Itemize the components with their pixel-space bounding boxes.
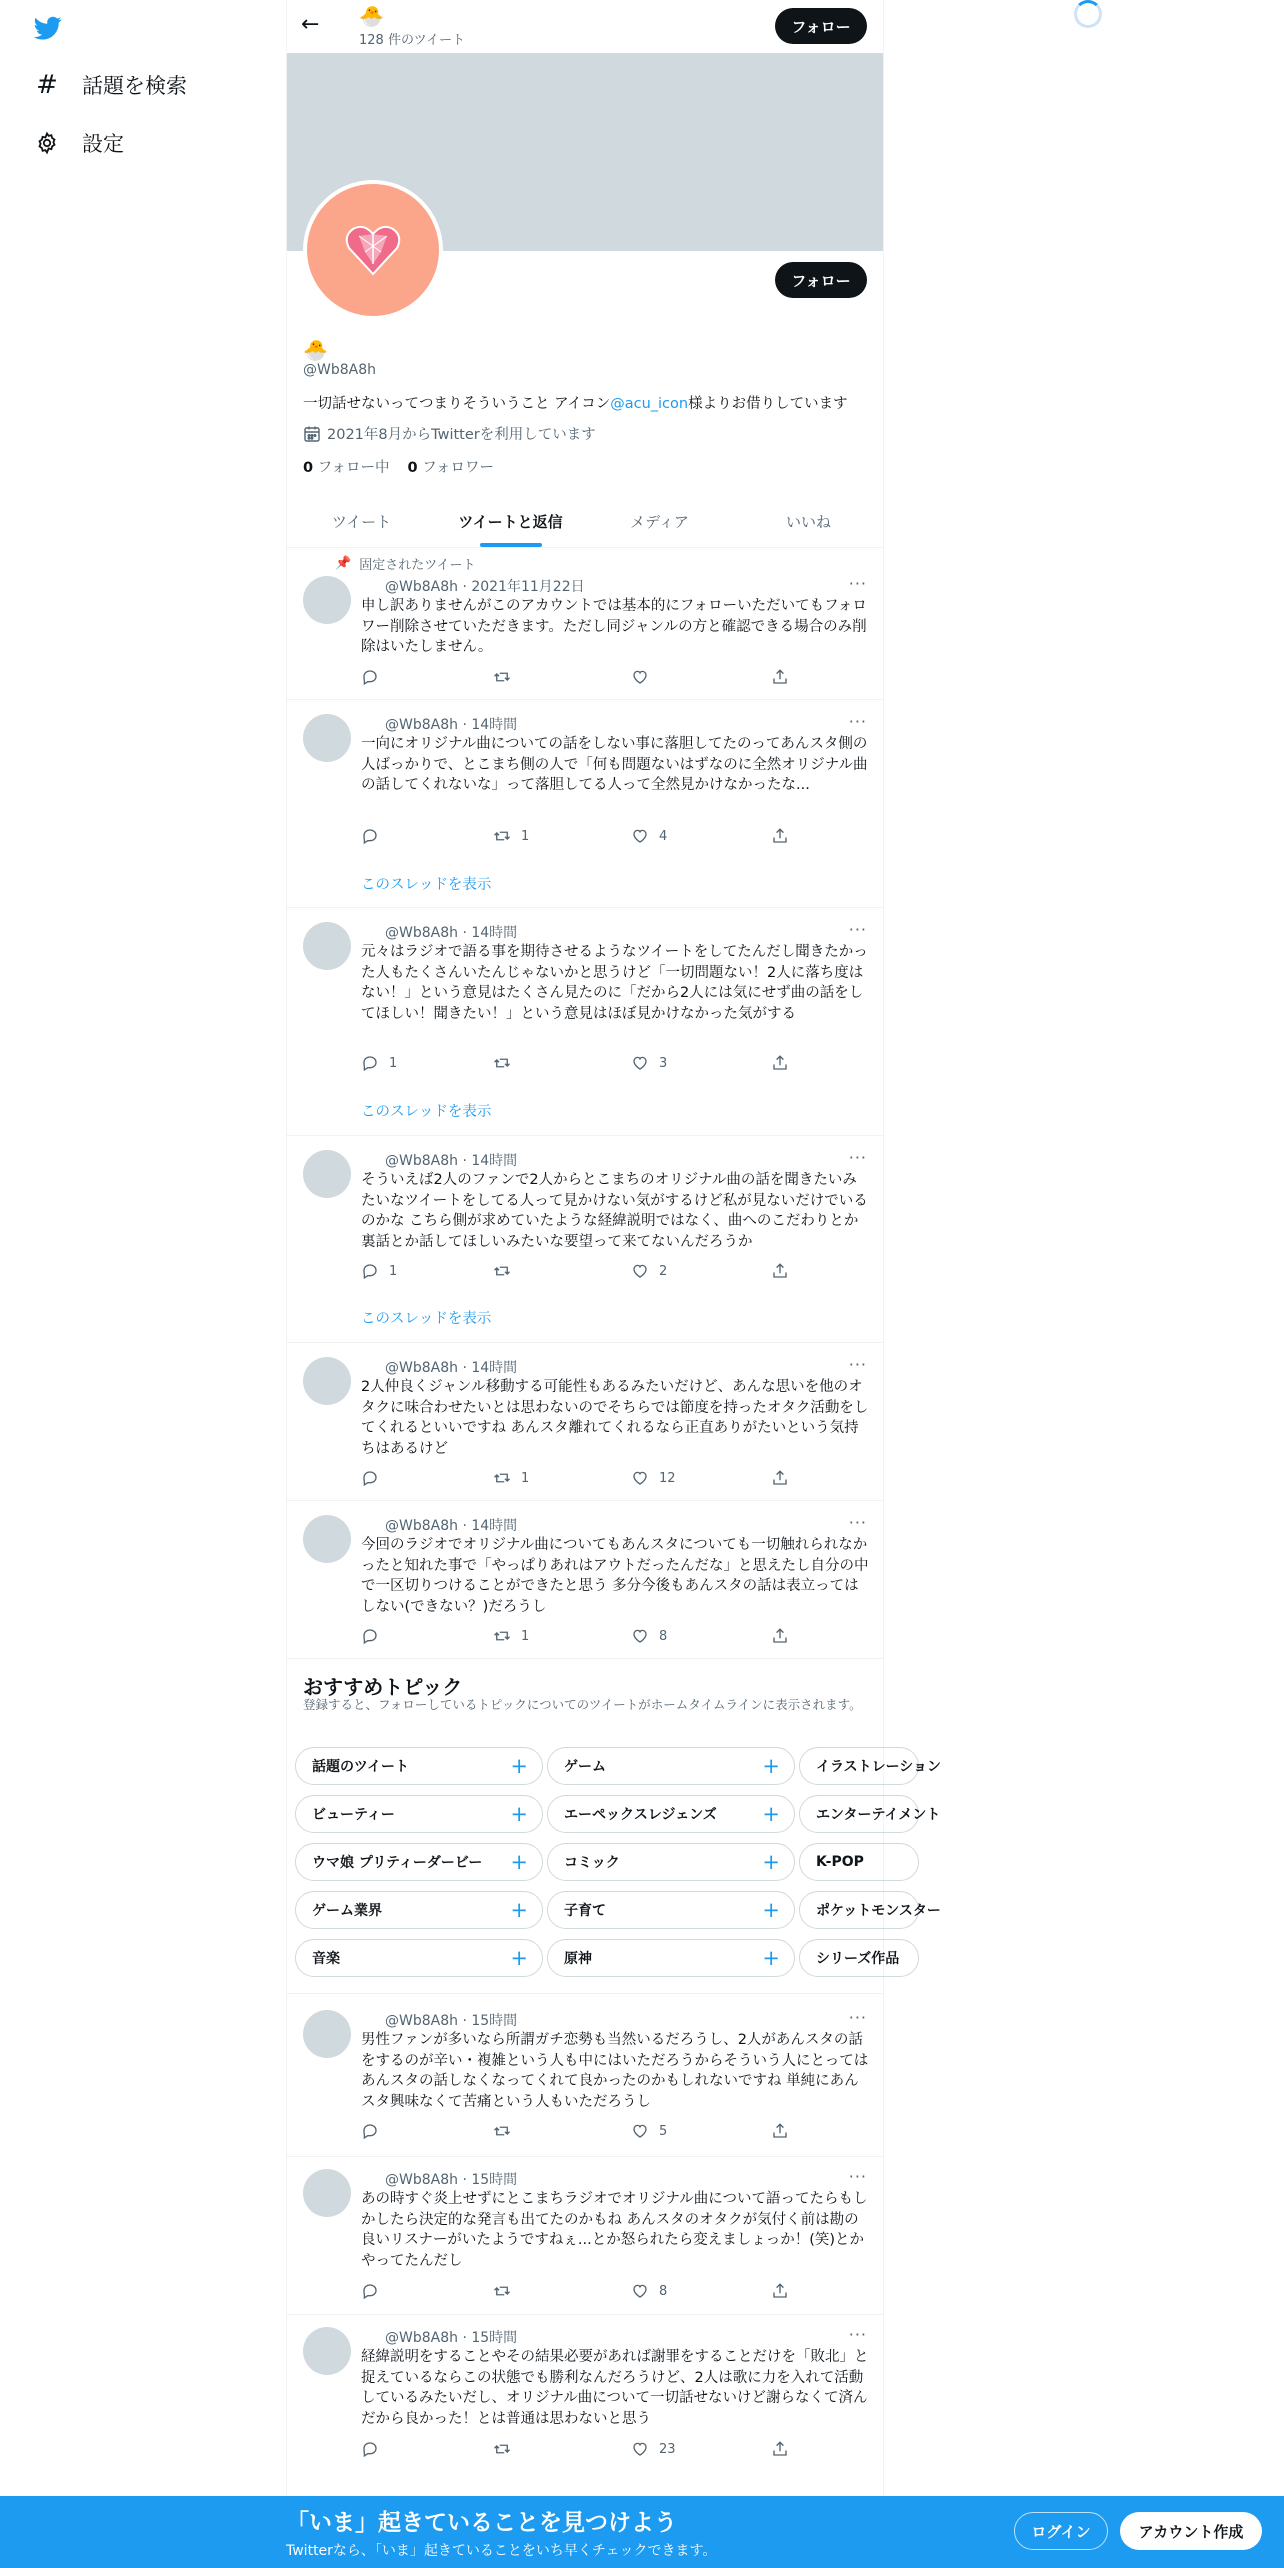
signup-banner (0, 2496, 1284, 2568)
like-button[interactable] (631, 2282, 667, 2300)
profile-header-bar (287, 0, 883, 53)
tweet-handle[interactable]: @Wb8A8h (385, 579, 458, 595)
tweet-meta: @Wb8A8h · 14時間 (385, 1360, 518, 1376)
topic-label: 原神 (564, 1951, 592, 1967)
back-arrow-icon[interactable]: ← (301, 12, 320, 37)
retweet-button[interactable] (493, 1469, 529, 1487)
like-button[interactable] (631, 1469, 676, 1487)
retweets-count: 1 (521, 1628, 530, 1644)
reply-icon (361, 2122, 379, 2140)
topic-label: ゲーム (564, 1759, 606, 1775)
profile-follow-button[interactable]: フォロー (775, 262, 867, 298)
share-icon (771, 2282, 789, 2300)
retweet-icon (493, 2282, 511, 2300)
topic-label: K-POP (816, 1854, 864, 1870)
tweet[interactable] (287, 908, 883, 1136)
tweet-handle[interactable]: @Wb8A8h (385, 1153, 458, 1169)
heart-icon (631, 2440, 649, 2458)
likes-count: 8 (659, 1628, 668, 1644)
reply-icon (361, 668, 379, 686)
tweet-text: 元々はラジオで語る事を期待させるようなツイートをしてたんだし聞きたかった人もたくさんいたんじゃないかと思うけど「一切問題ない！2人に落ち度はない！」という意見はたくさん見たのに「だから2人には気にせず曲の話をしてほしい！聞きたい！」という意見はほぼ見かけなかった気がする (361, 944, 868, 1022)
tweet-time[interactable]: 15時間 (471, 2013, 518, 2029)
topic-chip[interactable] (295, 1843, 543, 1881)
topic-chip[interactable] (295, 1891, 543, 1929)
tweet-text: 2人仲良くジャンル移動する可能性もあるみたいだけど、あんな思いを他のオタクに味合わせたいとは思わないのでそちらでは節度を持ったオタク活動をしてくれるといいですね あんスタ離れてくれるなら正直ありがたいという気持ちはあるけど (361, 1379, 869, 1457)
tab-media[interactable]: メディア (630, 513, 689, 531)
retweet-button[interactable] (493, 2282, 521, 2300)
plus-icon[interactable]: + (762, 1946, 780, 1970)
topic-label: 子育て (564, 1903, 606, 1919)
reply-icon (361, 1627, 379, 1645)
tweet-time[interactable]: 14時間 (471, 1518, 518, 1534)
recommended-topics (287, 1659, 942, 1994)
tweet-meta: @Wb8A8h · 14時間 (385, 1518, 518, 1534)
followers-count: 0 (407, 460, 418, 476)
main-column (286, 0, 942, 2568)
likes-count: 4 (659, 828, 668, 844)
reply-icon (361, 1054, 379, 1072)
tweet-text: 一向にオリジナル曲についての話をしない事に落胆してたのってあんスタ側の人ばっかりで、とこまち側の人で「何も問題ないはずなのに全然オリジナル曲の話してくれないな」って落胆してる人って全然見かけなかったな... (361, 736, 868, 793)
show-thread-link[interactable]: このスレッドを表示 (361, 1104, 492, 1120)
retweet-icon (493, 827, 511, 845)
tweet-meta: @Wb8A8h · 2021年11月22日 (385, 579, 585, 595)
likes-count: 3 (659, 1055, 668, 1071)
topic-chip[interactable] (547, 1843, 795, 1881)
following-count: 0 (303, 460, 314, 476)
reply-button[interactable] (361, 1469, 389, 1487)
plus-icon[interactable]: + (762, 1802, 780, 1826)
retweets-count: 1 (521, 828, 530, 844)
following-label: フォロー中 (317, 460, 390, 476)
retweet-icon (493, 2440, 511, 2458)
profile-tabs (287, 496, 883, 548)
more-options-icon[interactable]: ··· (848, 2167, 867, 2186)
tweet-time[interactable]: 2021年11月22日 (471, 579, 585, 595)
tweet-avatar[interactable] (303, 576, 351, 624)
tweet-meta: @Wb8A8h · 14時間 (385, 717, 518, 733)
heart-icon (631, 1627, 649, 1645)
more-options-icon[interactable]: ··· (848, 1513, 867, 1532)
more-options-icon[interactable]: ··· (848, 1355, 867, 1374)
reply-icon (361, 2440, 379, 2458)
like-button[interactable] (631, 827, 667, 845)
tweet-meta: @Wb8A8h · 15時間 (385, 2013, 518, 2029)
reply-icon (361, 827, 379, 845)
share-icon (771, 2440, 789, 2458)
retweet-button[interactable] (493, 668, 521, 686)
profile-joined (303, 423, 596, 444)
bio-text: 一切話せないってつまりそういうこと アイコン (303, 396, 611, 412)
signup-banner-title: 「いま」起きていることを見つけよう (286, 2510, 677, 2536)
bio-mention-link[interactable]: @acu_icon (610, 396, 689, 412)
sidebar-item-explore[interactable] (34, 70, 187, 100)
like-button[interactable] (631, 2440, 676, 2458)
tweet-actions (361, 1262, 801, 1282)
bio-text-suffix: 様よりお借りしています (688, 396, 848, 412)
tweet[interactable] (287, 1994, 883, 2157)
sidebar (0, 0, 286, 2568)
plus-icon[interactable]: + (510, 1850, 528, 1874)
tweet-avatar[interactable] (303, 1357, 351, 1405)
share-icon (771, 2122, 789, 2140)
tweet-text: 男性ファンが多いなら所謂ガチ恋勢も当然いるだろうし、2人があんスタの話をするのが辛い・複雑という人も中にはいただろうからそういう人にとってはあんスタの話しなくなってくれて良かったのかもしれないですね 単純にあんスタ興味なくて苦痛という人もいただろうし (361, 2032, 869, 2110)
tweet-time[interactable]: 14時間 (471, 1360, 518, 1376)
header-follow-button[interactable]: フォロー (775, 8, 867, 44)
signup-button[interactable]: アカウント作成 (1120, 2512, 1262, 2550)
plus-icon[interactable]: + (510, 1754, 528, 1778)
tweet-time[interactable]: 14時間 (471, 925, 518, 941)
tweet-text: あの時すぐ炎上せずにとこまちラジオでオリジナル曲について語ってたらもしかしたら決定的な発言も出てたのかもね あんスタのオタクが気付く前は勘の良いリスナーがいたようですねぇ...とか怒られたら変えましょっか！(笑)とかやってたんだし (361, 2191, 868, 2269)
tweet-handle[interactable]: @Wb8A8h (385, 2172, 458, 2188)
pin-icon: 📌 (335, 556, 352, 571)
profile-avatar[interactable] (303, 180, 443, 320)
reply-icon (361, 2282, 379, 2300)
heart-icon (631, 1054, 649, 1072)
tweet[interactable] (287, 1501, 883, 1659)
followers-label: フォロワー (422, 460, 494, 476)
topics-subtitle: 登録すると、フォローしているトピックについてのツイートがホームタイムラインに表示されます。 (303, 1697, 862, 1712)
reply-button[interactable] (361, 2282, 389, 2300)
retweet-icon (493, 1054, 511, 1072)
heart-gem-icon (345, 224, 401, 276)
tweet-handle[interactable]: @Wb8A8h (385, 1360, 458, 1376)
share-button[interactable] (771, 827, 789, 845)
tweet-meta: @Wb8A8h · 14時間 (385, 1153, 518, 1169)
tweet-actions (361, 1469, 801, 1489)
retweet-icon (493, 668, 511, 686)
retweet-button[interactable] (493, 1054, 521, 1072)
tweet-actions (361, 2282, 801, 2302)
tweet-handle[interactable]: @Wb8A8h (385, 1518, 458, 1534)
share-icon (771, 1469, 789, 1487)
show-thread-link[interactable]: このスレッドを表示 (361, 877, 492, 893)
topic-chip[interactable] (799, 1747, 942, 1785)
topic-chip[interactable] (295, 1747, 543, 1785)
topic-label: イラストレーション (816, 1759, 942, 1775)
share-icon (771, 1054, 789, 1072)
tweet-handle[interactable]: @Wb8A8h (385, 2013, 458, 2029)
tweet-text: 申し訳ありませんがこのアカウントでは基本的にフォローいただいてもフォロワー削除させていただきます。ただし同ジャンルの方と確認できる場合のみ削除はいたしません。 (361, 598, 867, 655)
tweet-actions (361, 1054, 801, 1074)
topic-chip[interactable] (799, 1843, 919, 1881)
more-options-icon[interactable]: ··· (848, 712, 867, 731)
twitter-bird-icon[interactable] (32, 14, 64, 42)
like-button[interactable] (631, 1054, 667, 1072)
plus-icon[interactable]: + (510, 1946, 528, 1970)
tweet[interactable] (287, 2315, 883, 2505)
heart-icon (631, 1262, 649, 1280)
tweet-avatar[interactable] (303, 2169, 351, 2217)
sidebar-item-label: 話題を検索 (82, 74, 187, 98)
share-icon (771, 1262, 789, 1280)
like-button[interactable] (631, 2122, 667, 2140)
topic-label: エンターテイメント (816, 1807, 941, 1823)
topic-chip[interactable] (295, 1939, 543, 1977)
heart-icon (631, 668, 649, 686)
tweet-text: そういえば2人のファンで2人からとこまちのオリジナル曲の話を聞きたいみたいなツイートをしてる人って見かけない気がするけど私が見ないだけでいるのかな こちら側が求めていたような経緯説明ではなく、曲へのこだわりとか裏話とか話してほしいみたいな要望って来てないんだろうか (361, 1172, 868, 1250)
tweet[interactable] (287, 700, 883, 908)
header-display-name: 🐣 (359, 4, 384, 28)
reply-button[interactable] (361, 2122, 389, 2140)
heart-icon (631, 2122, 649, 2140)
login-button[interactable]: ログイン (1014, 2512, 1108, 2550)
likes-count: 12 (659, 1470, 676, 1486)
topic-label: エーペックスレジェンズ (564, 1807, 717, 1823)
tweet-meta: @Wb8A8h · 15時間 (385, 2330, 518, 2346)
tweet-avatar[interactable] (303, 2010, 351, 2058)
share-icon (771, 827, 789, 845)
heart-icon (631, 2282, 649, 2300)
tweet-actions (361, 1627, 801, 1647)
like-button[interactable] (631, 1627, 667, 1645)
tweet-actions (361, 2122, 801, 2142)
share-button[interactable] (771, 2122, 789, 2140)
topic-label: シリーズ作品 (816, 1951, 900, 1967)
tab-likes[interactable]: いいね (785, 513, 831, 531)
gear-icon (34, 130, 60, 156)
hashtag-icon: # (36, 70, 58, 100)
share-button[interactable] (771, 1262, 789, 1280)
like-button[interactable] (631, 668, 659, 686)
tweet-handle[interactable]: @Wb8A8h (385, 717, 458, 733)
plus-icon[interactable]: + (762, 1754, 780, 1778)
topic-chip[interactable] (799, 1939, 919, 1977)
retweet-icon (493, 2122, 511, 2140)
reply-icon (361, 1262, 379, 1280)
more-options-icon[interactable]: ··· (848, 2008, 867, 2027)
reply-button[interactable] (361, 1262, 397, 1280)
show-thread-link[interactable]: このスレッドを表示 (361, 1311, 492, 1327)
tweet-avatar[interactable] (303, 1515, 351, 1563)
retweet-button[interactable] (493, 2122, 521, 2140)
topic-chip[interactable] (547, 1939, 795, 1977)
topic-label: ビューティー (312, 1807, 395, 1823)
reply-button[interactable] (361, 1054, 397, 1072)
retweets-count: 1 (521, 1470, 530, 1486)
more-options-icon[interactable]: ··· (848, 2325, 867, 2344)
tweet-meta: @Wb8A8h · 14時間 (385, 925, 518, 941)
share-button[interactable] (771, 668, 789, 686)
tweet-pinned[interactable] (287, 548, 883, 700)
tweet-avatar[interactable] (303, 714, 351, 762)
tweet-time[interactable]: 15時間 (471, 2172, 518, 2188)
tweet[interactable] (287, 2157, 883, 2315)
header-tweet-count: 128 件のツイート (359, 33, 466, 48)
share-button[interactable] (771, 2440, 789, 2458)
topic-chip[interactable] (295, 1795, 543, 1833)
tab-tweets-and-replies[interactable]: ツイートと返信 (436, 496, 585, 547)
share-button[interactable] (771, 1054, 789, 1072)
retweet-button[interactable] (493, 2440, 521, 2458)
topic-label: 音楽 (312, 1951, 340, 1967)
tweet-time[interactable]: 14時間 (471, 717, 518, 733)
reply-button[interactable] (361, 1627, 389, 1645)
tweet-avatar[interactable] (303, 1150, 351, 1198)
tweet[interactable] (287, 1136, 883, 1343)
heart-icon (631, 827, 649, 845)
sidebar-item-label: 設定 (82, 132, 124, 156)
tweet-actions (361, 2440, 801, 2460)
topic-label: ウマ娘 プリティーダービー (312, 1855, 483, 1871)
replies-count: 1 (389, 1055, 398, 1071)
plus-icon[interactable]: + (510, 1898, 528, 1922)
tweet-actions (361, 668, 801, 688)
tab-tweets[interactable]: ツイート (331, 513, 392, 531)
profile-display-name: 🐣 (303, 338, 328, 362)
topic-label: ゲーム業界 (312, 1903, 382, 1919)
share-icon (771, 668, 789, 686)
signup-banner-subtitle: Twitterなら、「いま」起きていることをいち早くチェックできます。 (286, 2543, 717, 2559)
topic-label: 話題のツイート (312, 1759, 410, 1775)
tweet-handle[interactable]: @Wb8A8h (385, 2330, 458, 2346)
share-button[interactable] (771, 1627, 789, 1645)
likes-count: 2 (659, 1263, 668, 1279)
topics-title: おすすめトピック (303, 1675, 463, 1699)
calendar-icon (303, 425, 321, 443)
plus-icon[interactable]: + (762, 1850, 780, 1874)
pinned-text: 固定されたツイート (359, 558, 476, 573)
reply-button[interactable] (361, 2440, 389, 2458)
profile-stats (303, 456, 494, 477)
topic-chip[interactable] (547, 1747, 795, 1785)
plus-icon[interactable]: + (762, 1898, 780, 1922)
likes-count: 5 (659, 2123, 668, 2139)
tweet[interactable] (287, 1343, 883, 1501)
tweet-time[interactable]: 14時間 (471, 1153, 518, 1169)
tweet-actions (361, 827, 801, 847)
tweet-handle[interactable]: @Wb8A8h (385, 925, 458, 941)
tweet-meta: @Wb8A8h · 15時間 (385, 2172, 518, 2188)
retweet-icon (493, 1627, 511, 1645)
reply-button[interactable] (361, 668, 389, 686)
tweet-time[interactable]: 15時間 (471, 2330, 518, 2346)
topic-chip[interactable] (547, 1795, 795, 1833)
topic-chip[interactable] (799, 1891, 941, 1929)
heart-icon (631, 1469, 649, 1487)
tweet-avatar[interactable] (303, 922, 351, 970)
retweet-icon (493, 1262, 511, 1280)
share-button[interactable] (771, 1469, 789, 1487)
retweet-button[interactable] (493, 827, 529, 845)
more-options-icon[interactable]: ··· (848, 1148, 867, 1167)
followers-link[interactable] (407, 456, 493, 477)
share-button[interactable] (771, 2282, 789, 2300)
more-options-icon[interactable]: ··· (848, 920, 867, 939)
joined-text: 2021年8月からTwitterを利用しています (327, 427, 596, 443)
retweet-icon (493, 1469, 511, 1487)
topic-label: コミック (564, 1855, 620, 1871)
replies-count: 1 (389, 1263, 398, 1279)
loading-spinner-icon (1074, 0, 1102, 28)
more-options-icon[interactable]: ··· (848, 574, 867, 593)
tweet-text: 今回のラジオでオリジナル曲についてもあんスタについても一切触れられなかったと知れた事で「やっぱりあれはアウトだったんだな」と思えたし自分の中で一区切りつけることができたと思う 多分今後もあんスタの話は表立ってはしない(できない？)だろうし (361, 1537, 869, 1615)
topic-label: ポケットモンスター (816, 1903, 941, 1919)
reply-button[interactable] (361, 827, 389, 845)
sidebar-item-settings[interactable] (34, 128, 124, 158)
retweet-button[interactable] (493, 1627, 529, 1645)
profile-handle: @Wb8A8h (303, 362, 376, 378)
following-link[interactable] (303, 456, 389, 477)
likes-count: 8 (659, 2283, 668, 2299)
share-icon (771, 1627, 789, 1645)
retweet-button[interactable] (493, 1262, 521, 1280)
tweet-text: 経緯説明をすることやその結果必要があれば謝罪をすることだけを「敗北」と捉えているならこの状態でも勝利なんだろうけど、2人は歌に力を入れて活動しているみたいだし、オリジナル曲について一切話せないけど謝らなくて済んだから良かった！とは普通は思わないと思う (361, 2349, 869, 2427)
tweet-avatar[interactable] (303, 2327, 351, 2375)
topic-chip[interactable] (547, 1891, 795, 1929)
topic-chip[interactable] (799, 1795, 941, 1833)
likes-count: 23 (659, 2441, 676, 2457)
like-button[interactable] (631, 1262, 667, 1280)
plus-icon[interactable]: + (510, 1802, 528, 1826)
reply-icon (361, 1469, 379, 1487)
profile-bio (303, 392, 848, 413)
